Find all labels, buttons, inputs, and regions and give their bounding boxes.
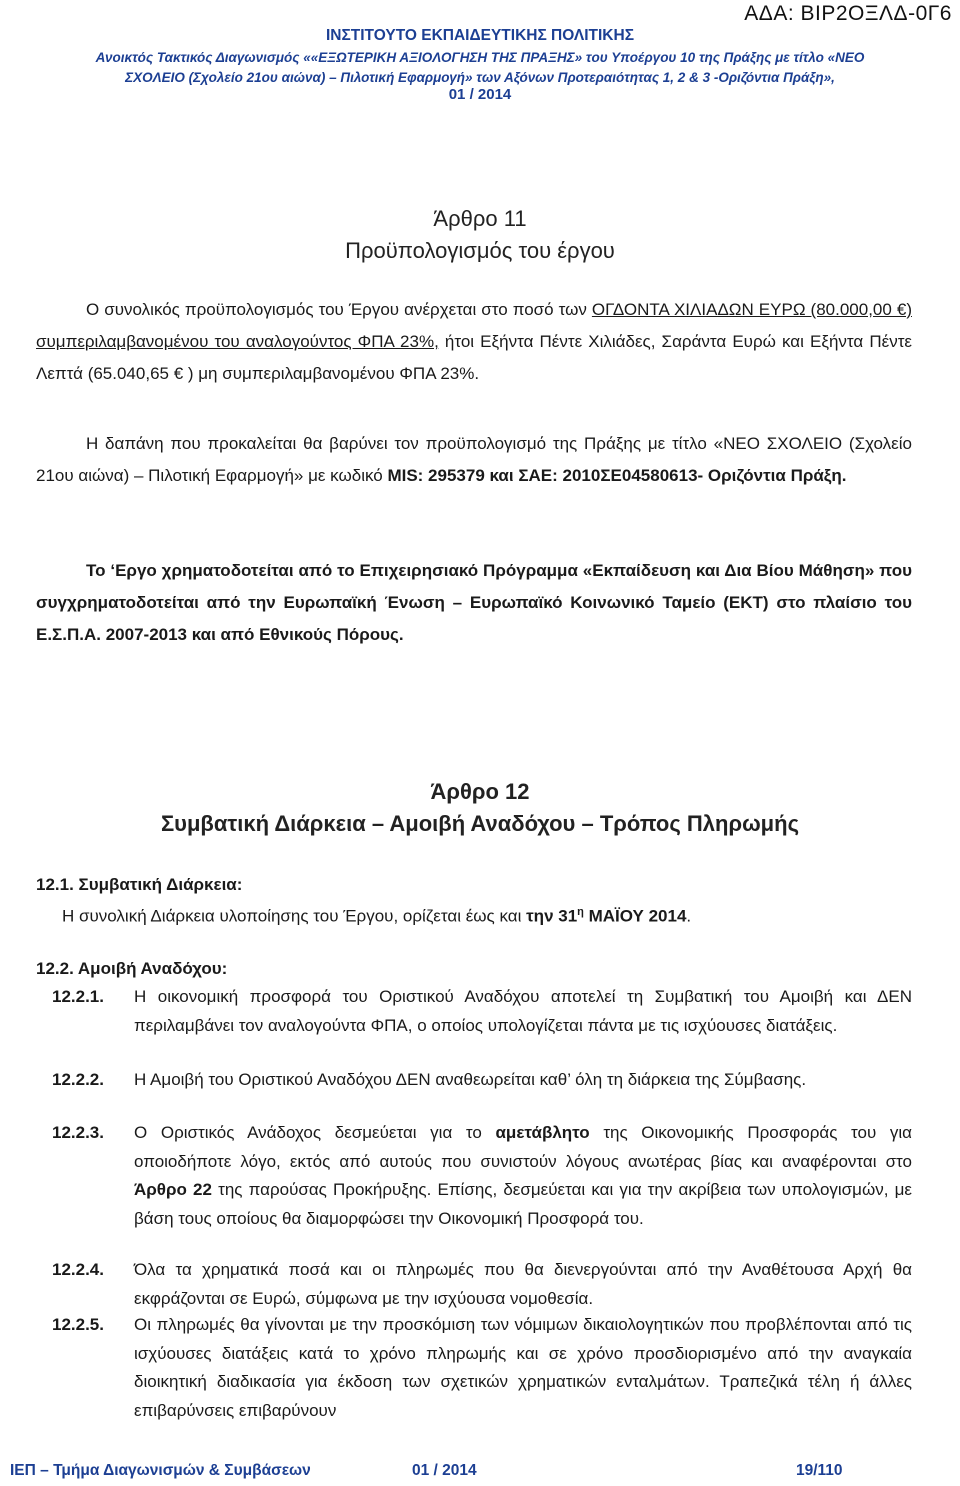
- footer-department: ΙΕΠ – Τμήμα Διαγωνισμών & Συμβάσεων: [10, 1462, 311, 1479]
- header-tender-title: Ανοικτός Τακτικός Διαγωνισμός ««ΕΞΩΤΕΡΙΚΗ ΑΞΙΟΛΟΓΗΣΗ ΤΗΣ ΠΡΑΞΗΣ» του Υποέργου 10 της Πράξης με τίτλο «ΝΕΟ ΣΧΟΛΕΙΟ (Σχολείο 21ου αιώνα) – Πιλοτική Εφαρμογή» των Αξόνων Προτεραιότητας 1, 2 & 3 -Οριζόντια Πράξη»,: [95, 50, 865, 85]
- item-12-2-1: [52, 983, 912, 1040]
- s1-date-b: ΜΑΪΟΥ 2014: [583, 906, 687, 926]
- article-11-paragraph-1: [36, 294, 912, 390]
- p1-net-amount: ήτοι Εξήντα Πέντε Χιλιάδες, Σαράντα Ευρώ και Εξήντα Πέντε Λεπτά (65.040,65 € ) μη συμπεριλαμβανομένου ΦΠΑ 23%.: [36, 332, 912, 383]
- item-text-a: Ο Οριστικός Ανάδοχος δεσμεύεται για το: [134, 1123, 496, 1142]
- article-12-title: Συμβατική Διάρκεια – Αμοιβή Αναδόχου – Τρόπος Πληρωμής: [160, 811, 800, 836]
- item-number: 12.2.4.: [52, 1260, 104, 1279]
- item-number: 12.2.5.: [52, 1315, 104, 1334]
- section-12-1-text: [62, 900, 691, 929]
- p2-codes: MIS: 295379 και ΣΑΕ: 2010ΣΕ04580613- Οριζόντια Πράξη.: [387, 466, 847, 485]
- item-12-2-3: [52, 1119, 912, 1233]
- p2-text: Η δαπάνη που προκαλείται θα βαρύνει τον προϋπολογισμό της Πράξης με τίτλο «ΝΕΟ ΣΧΟΛΕΙΟ (Σχολείο 21ου αιώνα) – Πιλοτική Εφαρμογή» με κωδικό: [36, 434, 912, 485]
- article-11-paragraph-2: [36, 428, 912, 492]
- page-number: 19/110: [796, 1462, 843, 1479]
- article-11-paragraph-3: Το ‘Εργο χρηματοδοτείται από το Επιχειρησιακό Πρόγραμμα «Εκπαίδευση και Δια Βίου Μάθηση» που συγχρηματοδοτείται από την Ευρωπαϊκή Ένωση – Ευρωπαϊκό Κοινωνικό Ταμείο (ΕΚΤ) στο πλαίσιο του Ε.Σ.Π.Α. 2007-2013 και από Εθνικούς Πόρους.: [36, 561, 912, 644]
- article-12-number: Άρθρο 12: [430, 779, 530, 804]
- item-12-2-4: [52, 1256, 912, 1313]
- page-footer: [0, 1462, 960, 1484]
- item-text-c: της παρούσας Προκήρυξης. Επίσης, δεσμεύεται και για την ακρίβεια των υπολογισμών, με βάση τους οποίους θα διαμορφώσει την Οικονομική Προσφορά του.: [134, 1180, 912, 1228]
- s1-sup: η: [577, 906, 584, 918]
- s1-end: .: [686, 906, 692, 926]
- footer-date: 01 / 2014: [412, 1462, 477, 1479]
- item-text: Η οικονομική προσφορά του Οριστικού Αναδόχου αποτελεί τη Συμβατική του Αμοιβή και ΔΕΝ περιλαμβάνει τον αναλογούντα ΦΠΑ, ο οποίος υπολογίζεται πάντα με τις ισχύουσες διατάξεις.: [134, 987, 912, 1035]
- item-number: 12.2.1.: [52, 987, 104, 1006]
- section-12-1-heading: 12.1. Συμβατική Διάρκεια:: [36, 875, 243, 894]
- item-12-2-2: [52, 1066, 912, 1095]
- ada-code: ΑΔΑ: ΒΙΡ2ΟΞΛΔ-0Γ6: [744, 2, 952, 25]
- p1-amount-underlined: ΟΓΔΟΝΤΑ ΧΙΛΙΑΔΩΝ ΕΥΡΩ (80.000,00 €) συμπεριλαμβανομένου του αναλογούντος ΦΠΑ 23%,: [36, 300, 912, 351]
- item-number: 12.2.3.: [52, 1123, 104, 1142]
- item-bold-a: αμετάβλητο: [495, 1123, 590, 1142]
- header-date: 01 / 2014: [448, 86, 512, 103]
- item-text: Όλα τα χρηματικά ποσά και οι πληρωμές που θα διενεργούνται από την Αναθέτουσα Αρχή θα εκφράζονται σε Ευρώ, σύμφωνα με την ισχύουσα νομοθεσία.: [134, 1260, 912, 1308]
- item-12-2-5: [52, 1311, 912, 1425]
- article-11-title: Προϋπολογισμός του έργου: [345, 238, 615, 263]
- s1-text: Η συνολική Διάρκεια υλοποίησης του Έργου, ορίζεται έως και: [62, 906, 527, 926]
- item-number: 12.2.2.: [52, 1070, 104, 1089]
- item-bold-b: Άρθρο 22: [134, 1180, 212, 1199]
- header-institute: ΙΝΣΤΙΤΟΥΤΟ ΕΚΠΑΙΔΕΥΤΙΚΗΣ ΠΟΛΙΤΙΚΗΣ: [325, 27, 635, 44]
- section-12-2-heading: 12.2. Αμοιβή Αναδόχου:: [36, 959, 228, 978]
- item-text: Η Αμοιβή του Οριστικού Αναδόχου ΔΕΝ αναθεωρείται καθ’ όλη τη διάρκεια της Σύμβασης.: [134, 1070, 807, 1089]
- item-text: [134, 1119, 912, 1233]
- p1-intro: Ο συνολικός προϋπολογισμός του Έργου ανέρχεται στο ποσό των: [86, 300, 592, 319]
- article-11-number: Άρθρο 11: [433, 206, 527, 231]
- item-text: Οι πληρωμές θα γίνονται με την προσκόμιση των νόμιμων δικαιολογητικών που προβλέπονται από τις ισχύουσες διατάξεις κατά το χρόνο πληρωμής και σε χρόνο προσδιορισμένο από την αναγκαία διοικητική διαδικασία για έκδοση των σχετικών χρηματικών ενταλμάτων. Τραπεζικά τέλη ή άλλες επιβαρύνσεις επιβαρύνουν: [134, 1315, 912, 1420]
- item-text-b: της Οικονομικής Προσφοράς του για οποιοδήποτε λόγο, εκτός από αυτούς που συνιστούν λόγους ανωτέρας βίας και αναφέρονται στο: [134, 1123, 912, 1171]
- s1-date-a: την 31: [526, 906, 578, 926]
